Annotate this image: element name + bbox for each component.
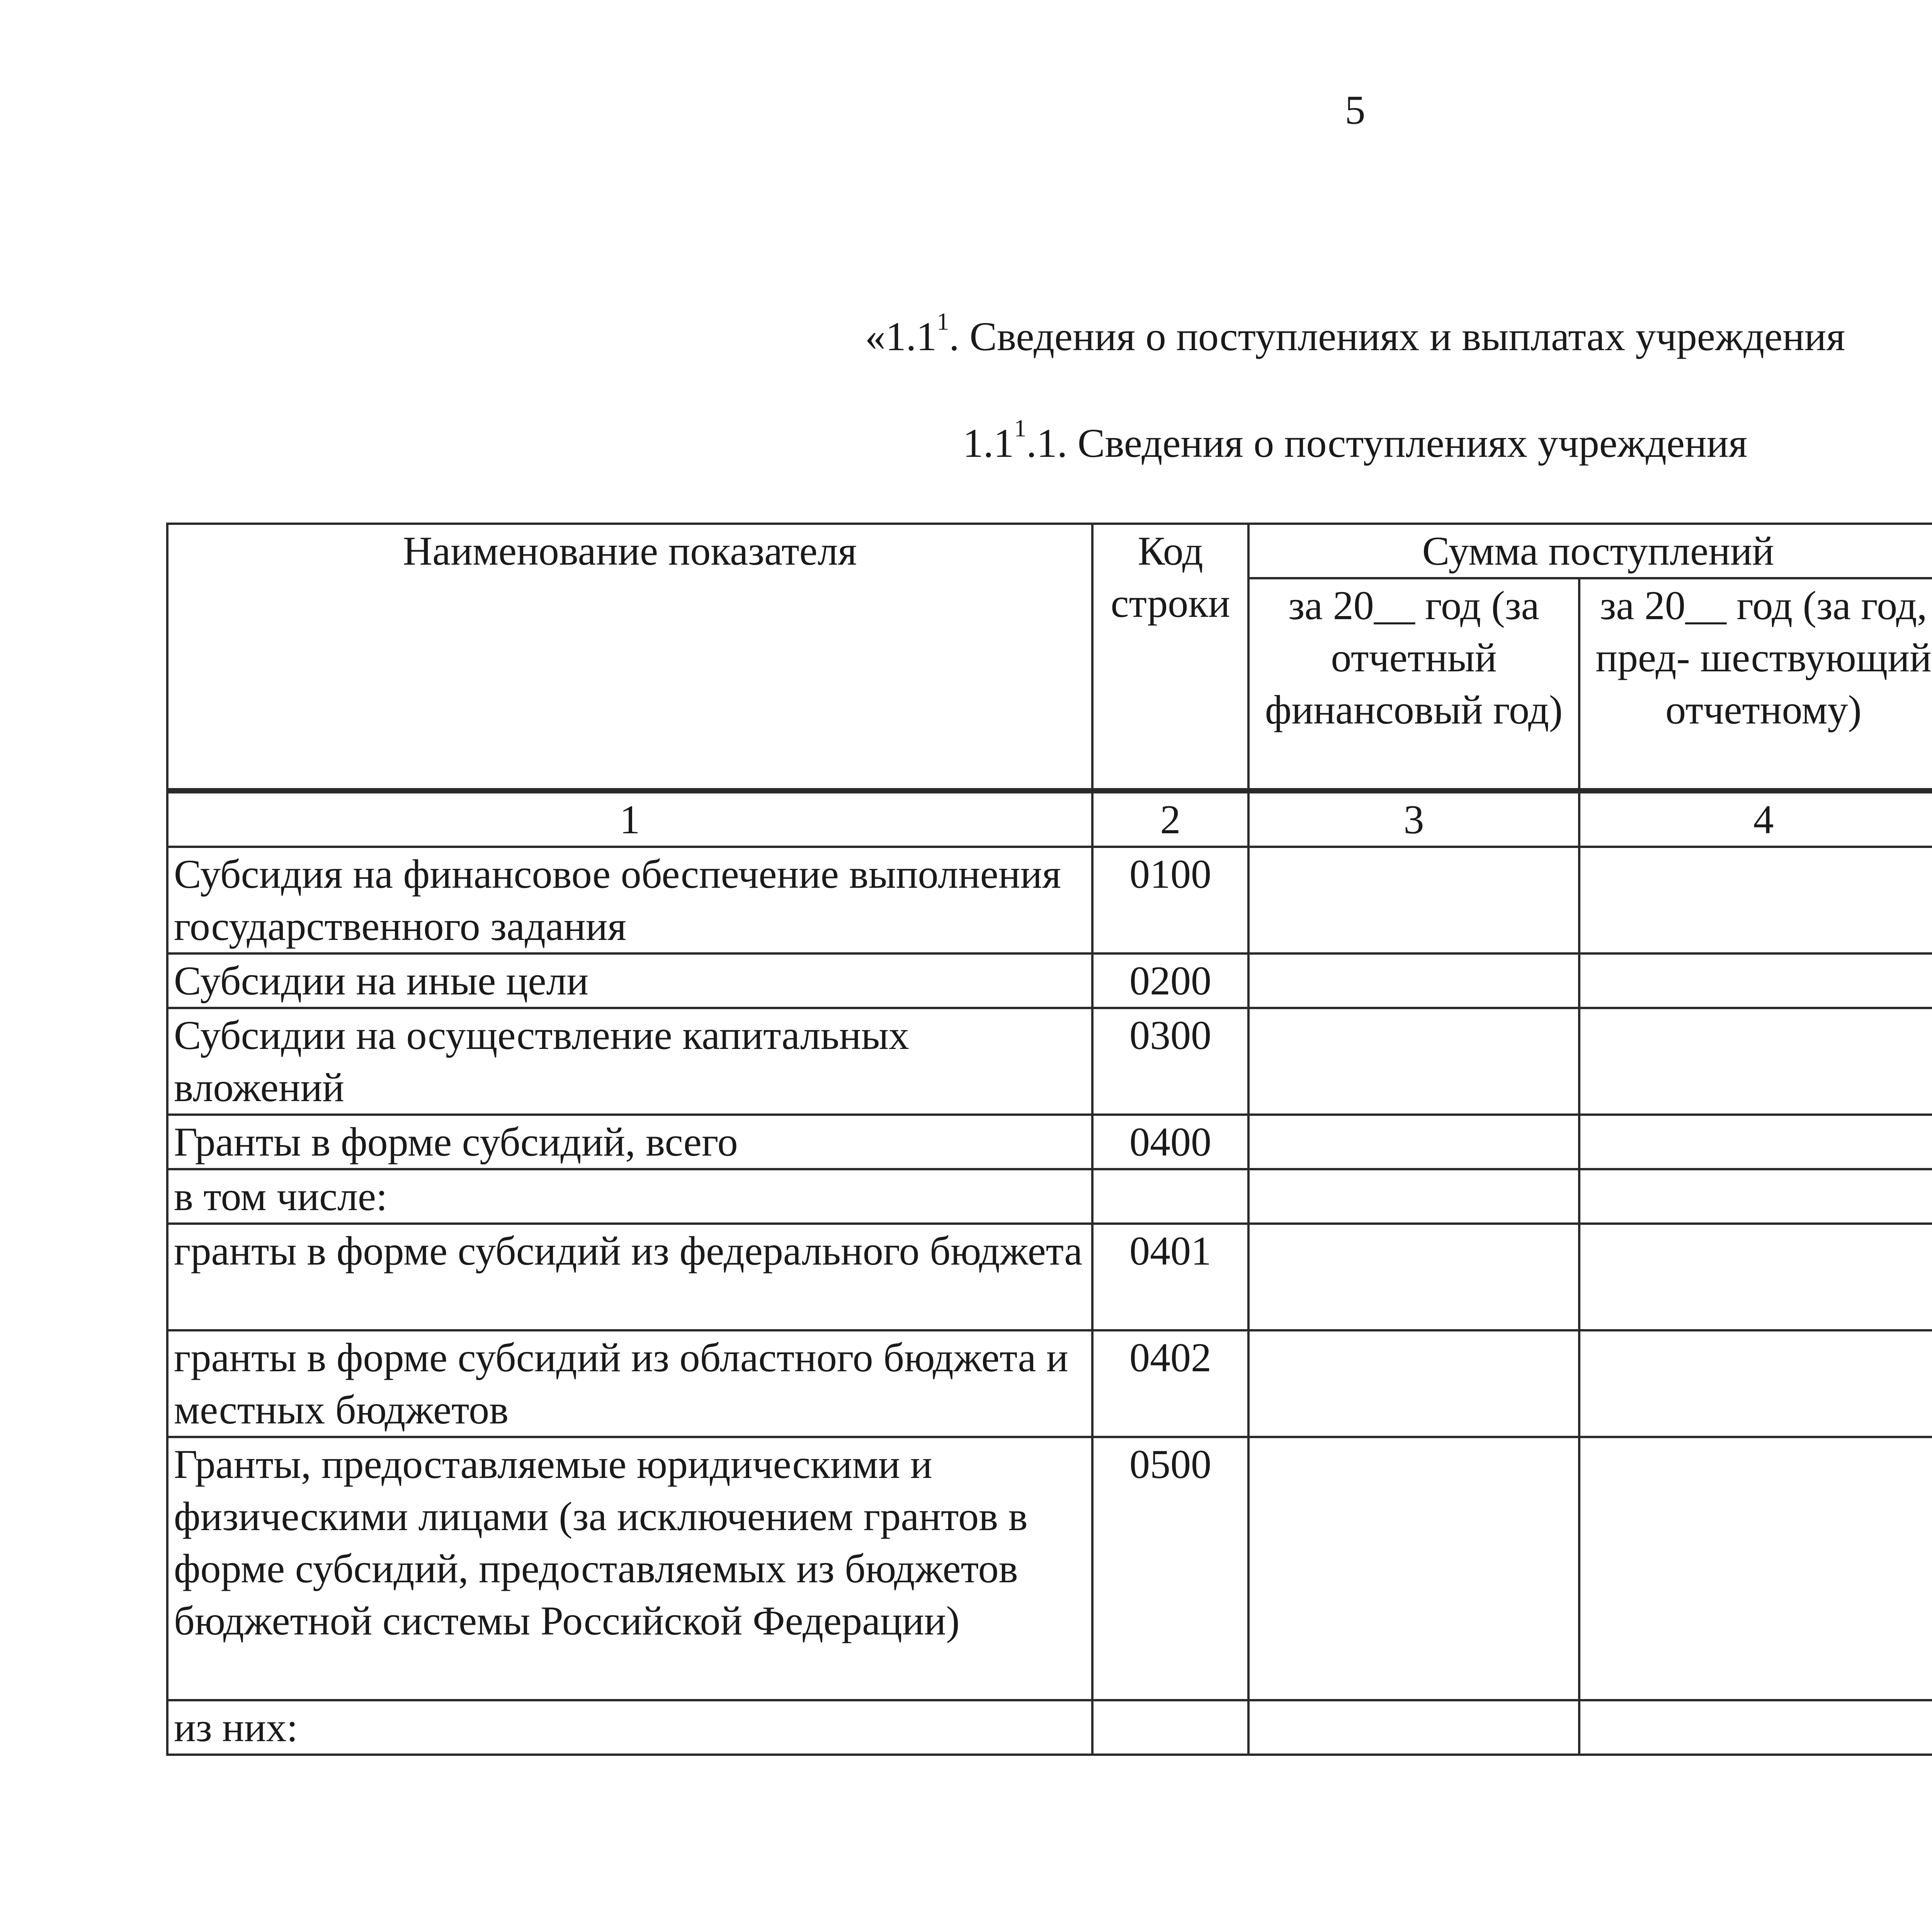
row-code [1092,1169,1248,1224]
table-header-row [167,524,1932,578]
sum-reporting-cell[interactable] [1248,1224,1579,1330]
indicator-name: гранты в форме субсидий из федерального бюджета [167,1224,1092,1330]
indicator-name: в том числе: [167,1169,1092,1224]
row-code: 0300 [1092,1008,1248,1115]
table-row [167,1115,1932,1169]
sum-reporting-cell[interactable] [1248,1008,1579,1115]
header-indicator-name: Наименование показателя [167,524,1092,791]
indicator-name: гранты в форме субсидий из областного бюджета и местных бюджетов [167,1330,1092,1437]
column-numbers-row [167,791,1932,847]
receipts-table [166,523,1932,1756]
sum-previous-cell[interactable] [1579,1224,1932,1330]
sum-reporting-cell[interactable] [1248,1437,1579,1700]
table-row [167,1008,1932,1115]
sum-reporting-cell[interactable] [1248,847,1579,953]
document-title [0,308,1932,359]
sum-reporting-cell[interactable] [1248,1115,1579,1169]
indicator-name: из них: [167,1700,1092,1755]
sum-reporting-cell[interactable] [1248,1169,1579,1224]
indicator-name: Субсидии на иные цели [167,953,1092,1008]
table-row [167,1437,1932,1700]
row-code: 0401 [1092,1224,1248,1330]
table-row [167,1169,1932,1224]
row-code: 0200 [1092,953,1248,1008]
column-number: 2 [1092,791,1248,847]
indicator-name: Гранты, предоставляемые юридическими и физическими лицами (за исключением грантов в форме субсидий, предоставляемых из бюджетов бюджетной системы Российской Федерации) [167,1437,1092,1700]
title-prefix: «1.1 [865,314,937,359]
sum-previous-cell[interactable] [1579,1008,1932,1115]
row-code: 0400 [1092,1115,1248,1169]
row-code: 0500 [1092,1437,1248,1700]
sum-reporting-cell[interactable] [1248,1700,1579,1755]
sum-reporting-cell[interactable] [1248,953,1579,1008]
sum-previous-cell[interactable] [1579,1330,1932,1437]
column-number: 1 [167,791,1092,847]
column-number: 4 [1579,791,1932,847]
table-row [167,1330,1932,1437]
title-superscript: 1 [937,308,949,335]
header-row-code: Код строки [1092,524,1248,791]
sum-previous-cell[interactable] [1579,1437,1932,1700]
sum-reporting-cell[interactable] [1248,1330,1579,1437]
row-code [1092,1700,1248,1755]
sum-previous-cell[interactable] [1579,953,1932,1008]
sum-previous-cell[interactable] [1579,1169,1932,1224]
row-code: 0100 [1092,847,1248,953]
header-sum-previous-year: за 20__ год (за год, пред- шествующий отчетному) [1579,578,1932,791]
header-sum-reporting-year: за 20__ год (за отчетный финансовый год) [1248,578,1579,791]
section-title-prefix: 1.1 [963,421,1014,466]
row-code: 0402 [1092,1330,1248,1437]
indicator-name: Гранты в форме субсидий, всего [167,1115,1092,1169]
page-number: 5 [1345,87,1366,133]
sum-previous-cell[interactable] [1579,847,1932,953]
section-title-superscript: 1 [1014,414,1027,442]
title-text: . Сведения о поступлениях и выплатах учреждения [949,314,1845,359]
header-receipts-sum: Сумма поступлений [1248,524,1932,578]
column-number: 3 [1248,791,1579,847]
section-title-text: .1. Сведения о поступлениях учреждения [1026,421,1748,466]
indicator-name: Субсидии на осуществление капитальных вложений [167,1008,1092,1115]
table-row [167,847,1932,953]
table-row [167,953,1932,1008]
sum-previous-cell[interactable] [1579,1700,1932,1755]
table-row [167,1700,1932,1755]
table-row [167,1224,1932,1330]
sum-previous-cell[interactable] [1579,1115,1932,1169]
indicator-name: Субсидия на финансовое обеспечение выполнения государственного задания [167,847,1092,953]
section-title [0,414,1932,466]
